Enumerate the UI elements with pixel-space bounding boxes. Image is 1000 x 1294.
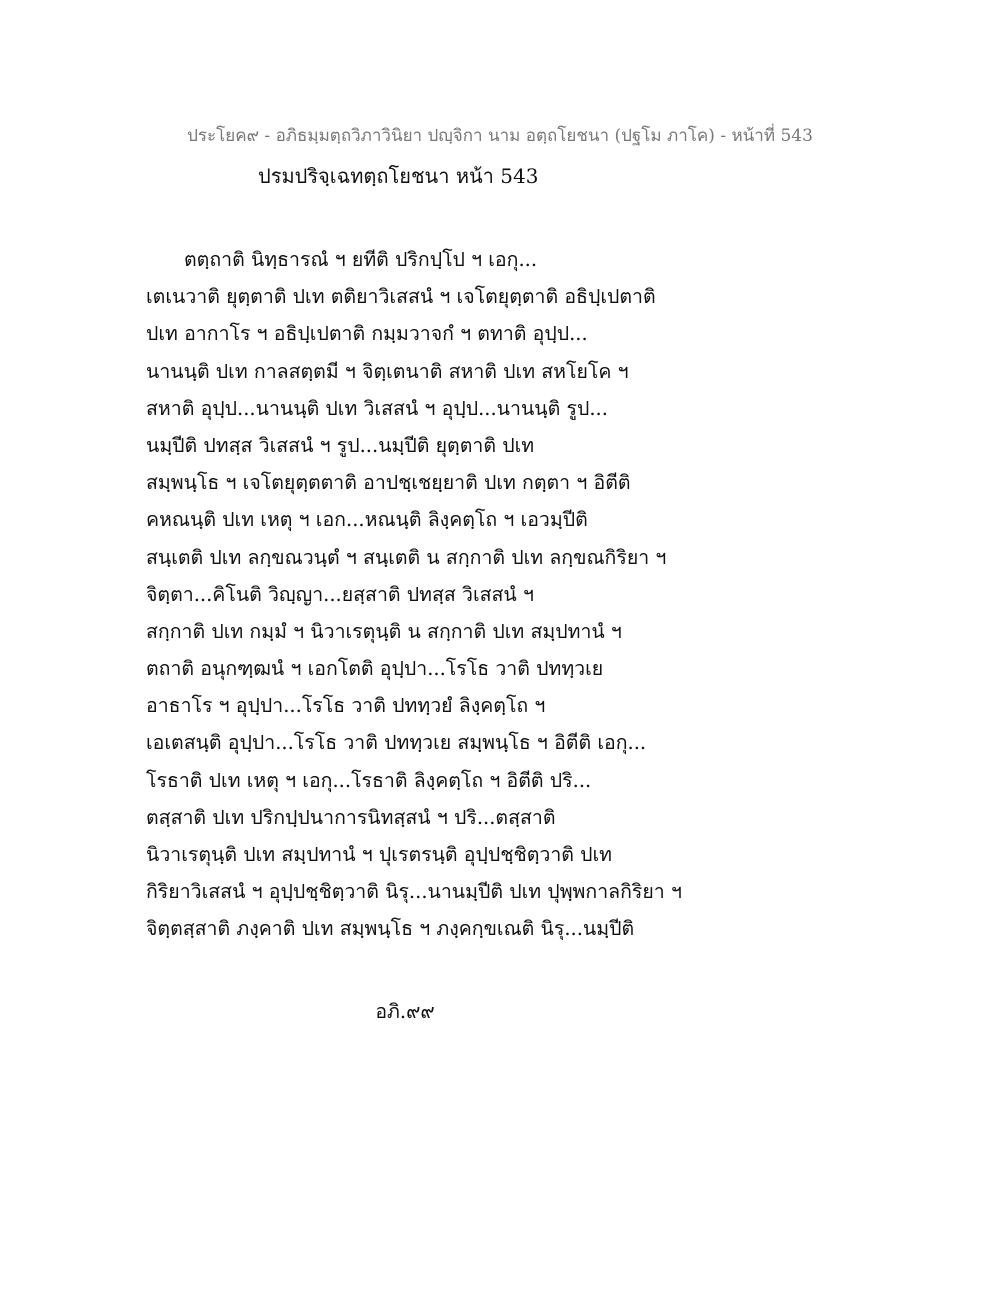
body-line: ตตฺถาติ นิทฺธารณํ ฯ ยทีติ ปริกปฺโป ฯ เอกุ... [184,248,538,271]
body-line: โรธาติ ปเท เหตุ ฯ เอกุ...โรธาติ ลิงฺคตฺโถ ฯ อิตีติ ปริ... [146,768,592,792]
body-line: อาธาโร ฯ อุปฺปา...โรโธ วาติ ปททฺวยํ ลิงฺคตฺโถ ฯ [146,694,546,718]
body-line: จิตฺตา...คิโนติ วิญฺญา...ยสฺสาติ ปทสฺส วิเสสนํ ฯ [146,582,534,606]
body-line: เตเนวาติ ยุตฺตาติ ปเท ตติยาวิเสสนํ ฯ เจโตยุตฺตาติ อธิปฺเปตาติ [146,285,656,309]
body-line: นานนฺติ ปเท กาลสตฺตมี ฯ จิตฺเตนาติ สหาติ ปเท สหโยโค ฯ [146,359,629,383]
body-line: นมฺปีติ ปทสฺส วิเสสนํ ฯ รูป...นมฺปีติ ยุตฺตาติ ปเท [146,433,535,457]
body-line: นิวาเรตุนฺติ ปเท สมฺปทานํ ฯ ปุเรตรนฺติ อุปฺปชฺชิตฺวาติ ปเท [146,843,613,866]
running-header-text: ประโยค๙ - อภิธมฺมตฺถวิภาวินิยา ปญฺจิกา นาม อตฺถโยชนา (ปฐโม ภาโค) - หน้าที่ 543 [187,126,813,146]
body-line: กิริยาวิเสสนํ ฯ อุปฺปชฺชิตฺวาติ นิรุ...นานมฺปีติ ปเท ปุพฺพกาลกิริยา ฯ [146,880,682,904]
body-line: คหณนฺติ ปเท เหตุ ฯ เอก...หณนฺติ ลิงฺคตฺโถ ฯ เอวมฺปีติ [146,508,588,532]
page-title: ปรมปริจฺเฉทตฺถโยชนา หน้า 543 [258,164,539,188]
body-line: สกฺกาติ ปเท กมฺมํ ฯ นิวาเรตุนฺติ น สกฺกาติ ปเท สมฺปทานํ ฯ [146,619,622,643]
body-line: ตถาติ อนุกฑฺฒนํ ฯ เอกโตติ อุปฺปา...โรโธ วาติ ปททฺวเย [146,657,604,681]
body-line: เอเตสนฺติ อุปฺปา...โรโธ วาติ ปททฺวเย สมฺพนฺโธ ฯ อิตีติ เอกุ... [146,731,647,755]
running-header [0,122,1000,149]
body-line: สหาติ อุปฺป...นานนฺติ ปเท วิเสสนํ ฯ อุปฺป...นานนฺติ รูป... [146,396,608,420]
body-line: สมฺพนฺโธ ฯ เจโตยุตฺตตาติ อาปชฺเชยฺยาติ ปเท กตฺตา ฯ อิตีติ [146,471,631,495]
body-line: ปเท อากาโร ฯ อธิปฺเปตาติ กมฺมวาจกํ ฯ ตทาติ อุปฺป... [146,322,588,346]
body-text [146,241,846,948]
body-line: จิตฺตสฺสาติ ภงฺคาติ ปเท สมฺพนฺโธ ฯ ภงฺคกฺขเณติ นิรุ...นมฺปีติ [146,917,635,941]
body-line: สนฺเตติ ปเท ลกฺขณวนฺตํ ฯ สนฺเตติ น สกฺกาติ ปเท ลกฺขณกิริยา ฯ [146,545,667,569]
body-line: ตสฺสาติ ปเท ปริกปฺปนาการนิทสฺสนํ ฯ ปริ...ตสฺสาติ [146,805,556,829]
footer-signature-code: อภิ.๙๙ [375,1000,435,1023]
